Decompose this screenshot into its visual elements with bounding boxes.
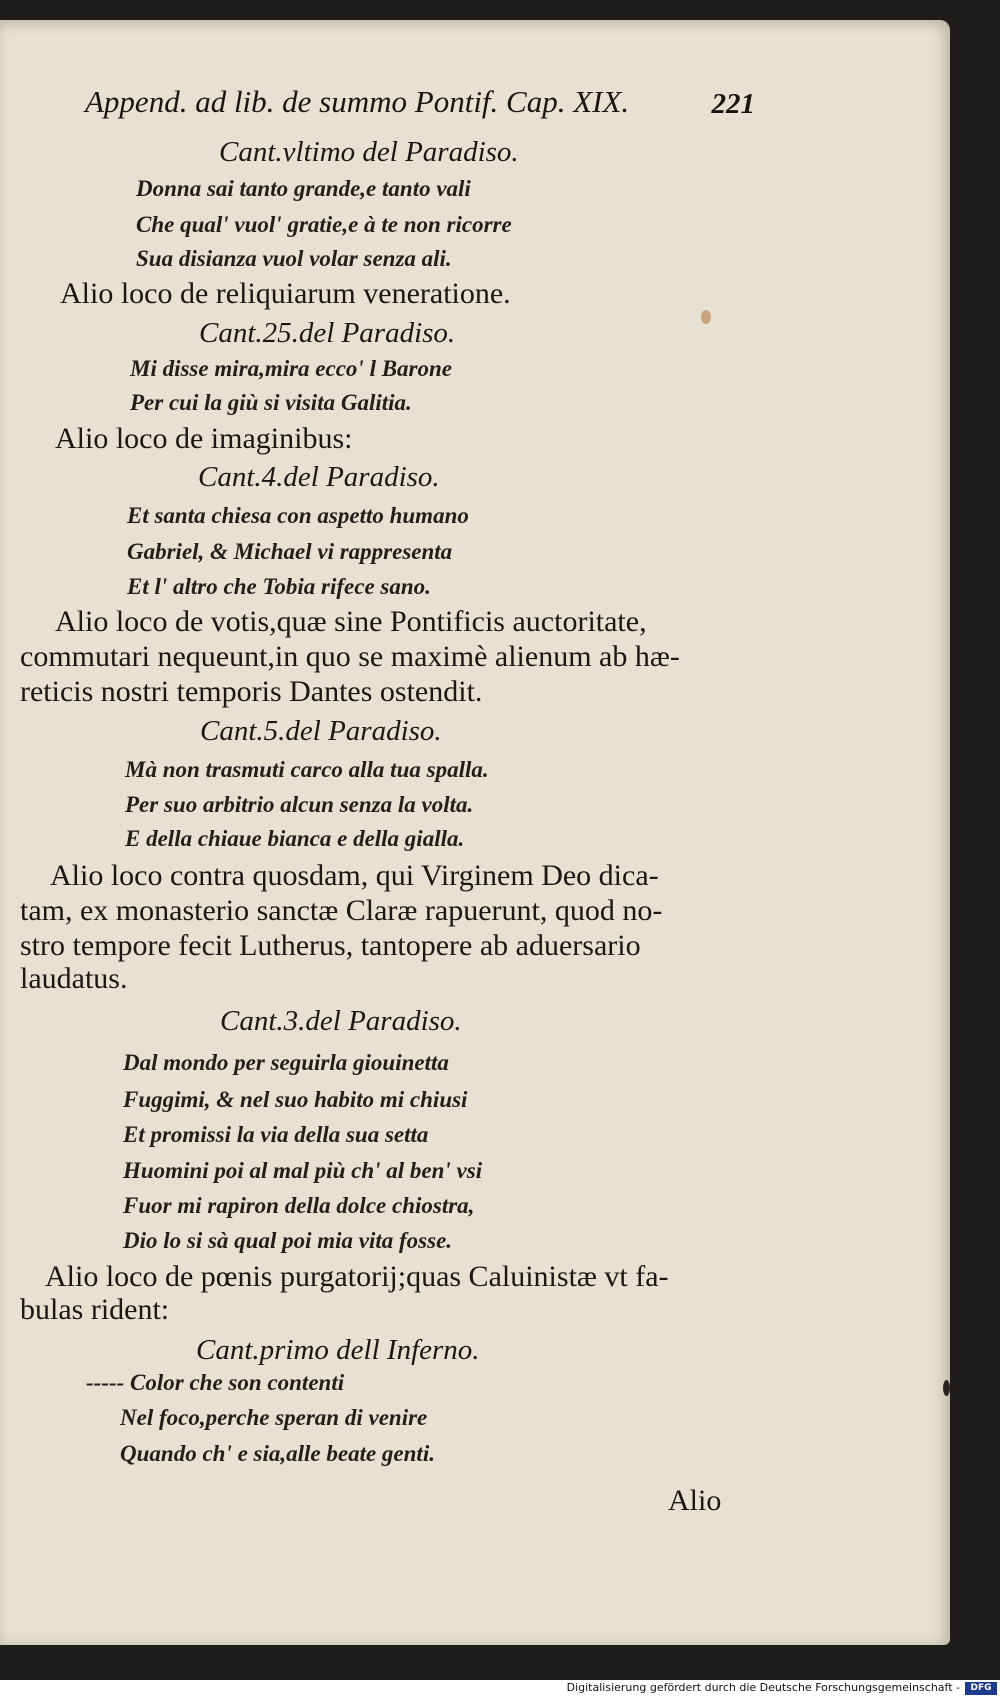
verse-line: Che qual' vuol' gratie,e à te non ricorre [136,212,512,237]
verse-line: Sua disianza vuol volar senza ali. [136,246,452,271]
verse-line: Mà non trasmuti carco alla tua spalla. [125,757,489,782]
verse-line: Huomini poi al mal più ch' al ben' vsi [123,1158,483,1183]
canto-heading: Cant.25.del Paradiso. [199,317,456,349]
prose-line: Alio loco de votis,quæ sine Pontificis auctoritate, [55,605,647,638]
verse-line: Quando ch' e sia,alle beate genti. [120,1441,435,1466]
verse-line: Donna sai tanto grande,e tanto vali [136,176,471,201]
verse-line: Et l' altro che Tobia rifece sano. [127,574,431,599]
prose-line: reticis nostri temporis Dantes ostendit. [20,675,483,708]
catchword: Alio [668,1484,722,1517]
canto-heading: Cant.4.del Paradiso. [198,461,440,493]
verse-line: Per suo arbitrio alcun senza la volta. [125,792,474,817]
canto-heading: Cant.vltimo del Paradiso. [219,136,519,168]
verse-line: Et santa chiesa con aspetto humano [127,503,469,528]
running-title: Append. ad lib. de summo Pontif. Cap. XIX. [85,84,630,119]
prose-line: stro tempore fecit Lutherus, tantopere ab aduersario [20,929,641,962]
prose-line: laudatus. [20,962,128,995]
prose-line: bulas rident: [20,1293,170,1326]
verse-line: E della chiaue bianca e della gialla. [125,826,465,851]
prose-line: Alio loco de pœnis purgatorij;quas Caluinistæ vt fa- [45,1260,669,1293]
dfg-logo: DFG [965,1682,997,1695]
prose-line: Alio loco de reliquiarum veneratione. [60,277,511,310]
canto-heading: Cant.3.del Paradiso. [220,1005,462,1037]
page-edge-mark [943,1380,950,1396]
canto-heading: Cant.primo dell Inferno. [196,1334,480,1366]
verse-line: Dal mondo per seguirla giouinetta [123,1050,449,1075]
prose-line: Alio loco de imaginibus: [55,422,353,455]
prose-line: Alio loco contra quosdam, qui Virginem Deo dica- [50,859,659,892]
page-header [85,84,755,132]
verse-line: Dio lo si sà qual poi mia vita fosse. [123,1228,453,1253]
verse-line: Nel foco,perche speran di venire [120,1405,428,1430]
paper-stain [701,310,711,324]
verse-line: Gabriel, & Michael vi rappresenta [127,539,453,564]
verse-line: Fuor mi rapiron della dolce chiostra, [123,1193,475,1218]
prose-line: tam, ex monasterio sanctæ Claræ rapuerunt, quod no- [20,894,663,927]
canto-heading: Cant.5.del Paradiso. [200,715,442,747]
verse-line: Mi disse mira,mira ecco' l Barone [130,356,452,381]
verse-line: Per cui la giù si visita Galitia. [130,390,412,415]
verse-line: Et promissi la via della sua setta [123,1122,429,1147]
digitization-footer [0,1680,1000,1697]
page-number: 221 [711,88,755,120]
prose-line: commutari nequeunt,in quo se maximè alienum ab hæ- [20,640,680,673]
verse-line: Fuggimi, & nel suo habito mi chiusi [123,1087,468,1112]
footer-credit: Digitalisierung gefördert durch die Deutsche Forschungsgemeinschaft - [566,1681,960,1694]
verse-line: ----- Color che son contenti [86,1370,345,1395]
